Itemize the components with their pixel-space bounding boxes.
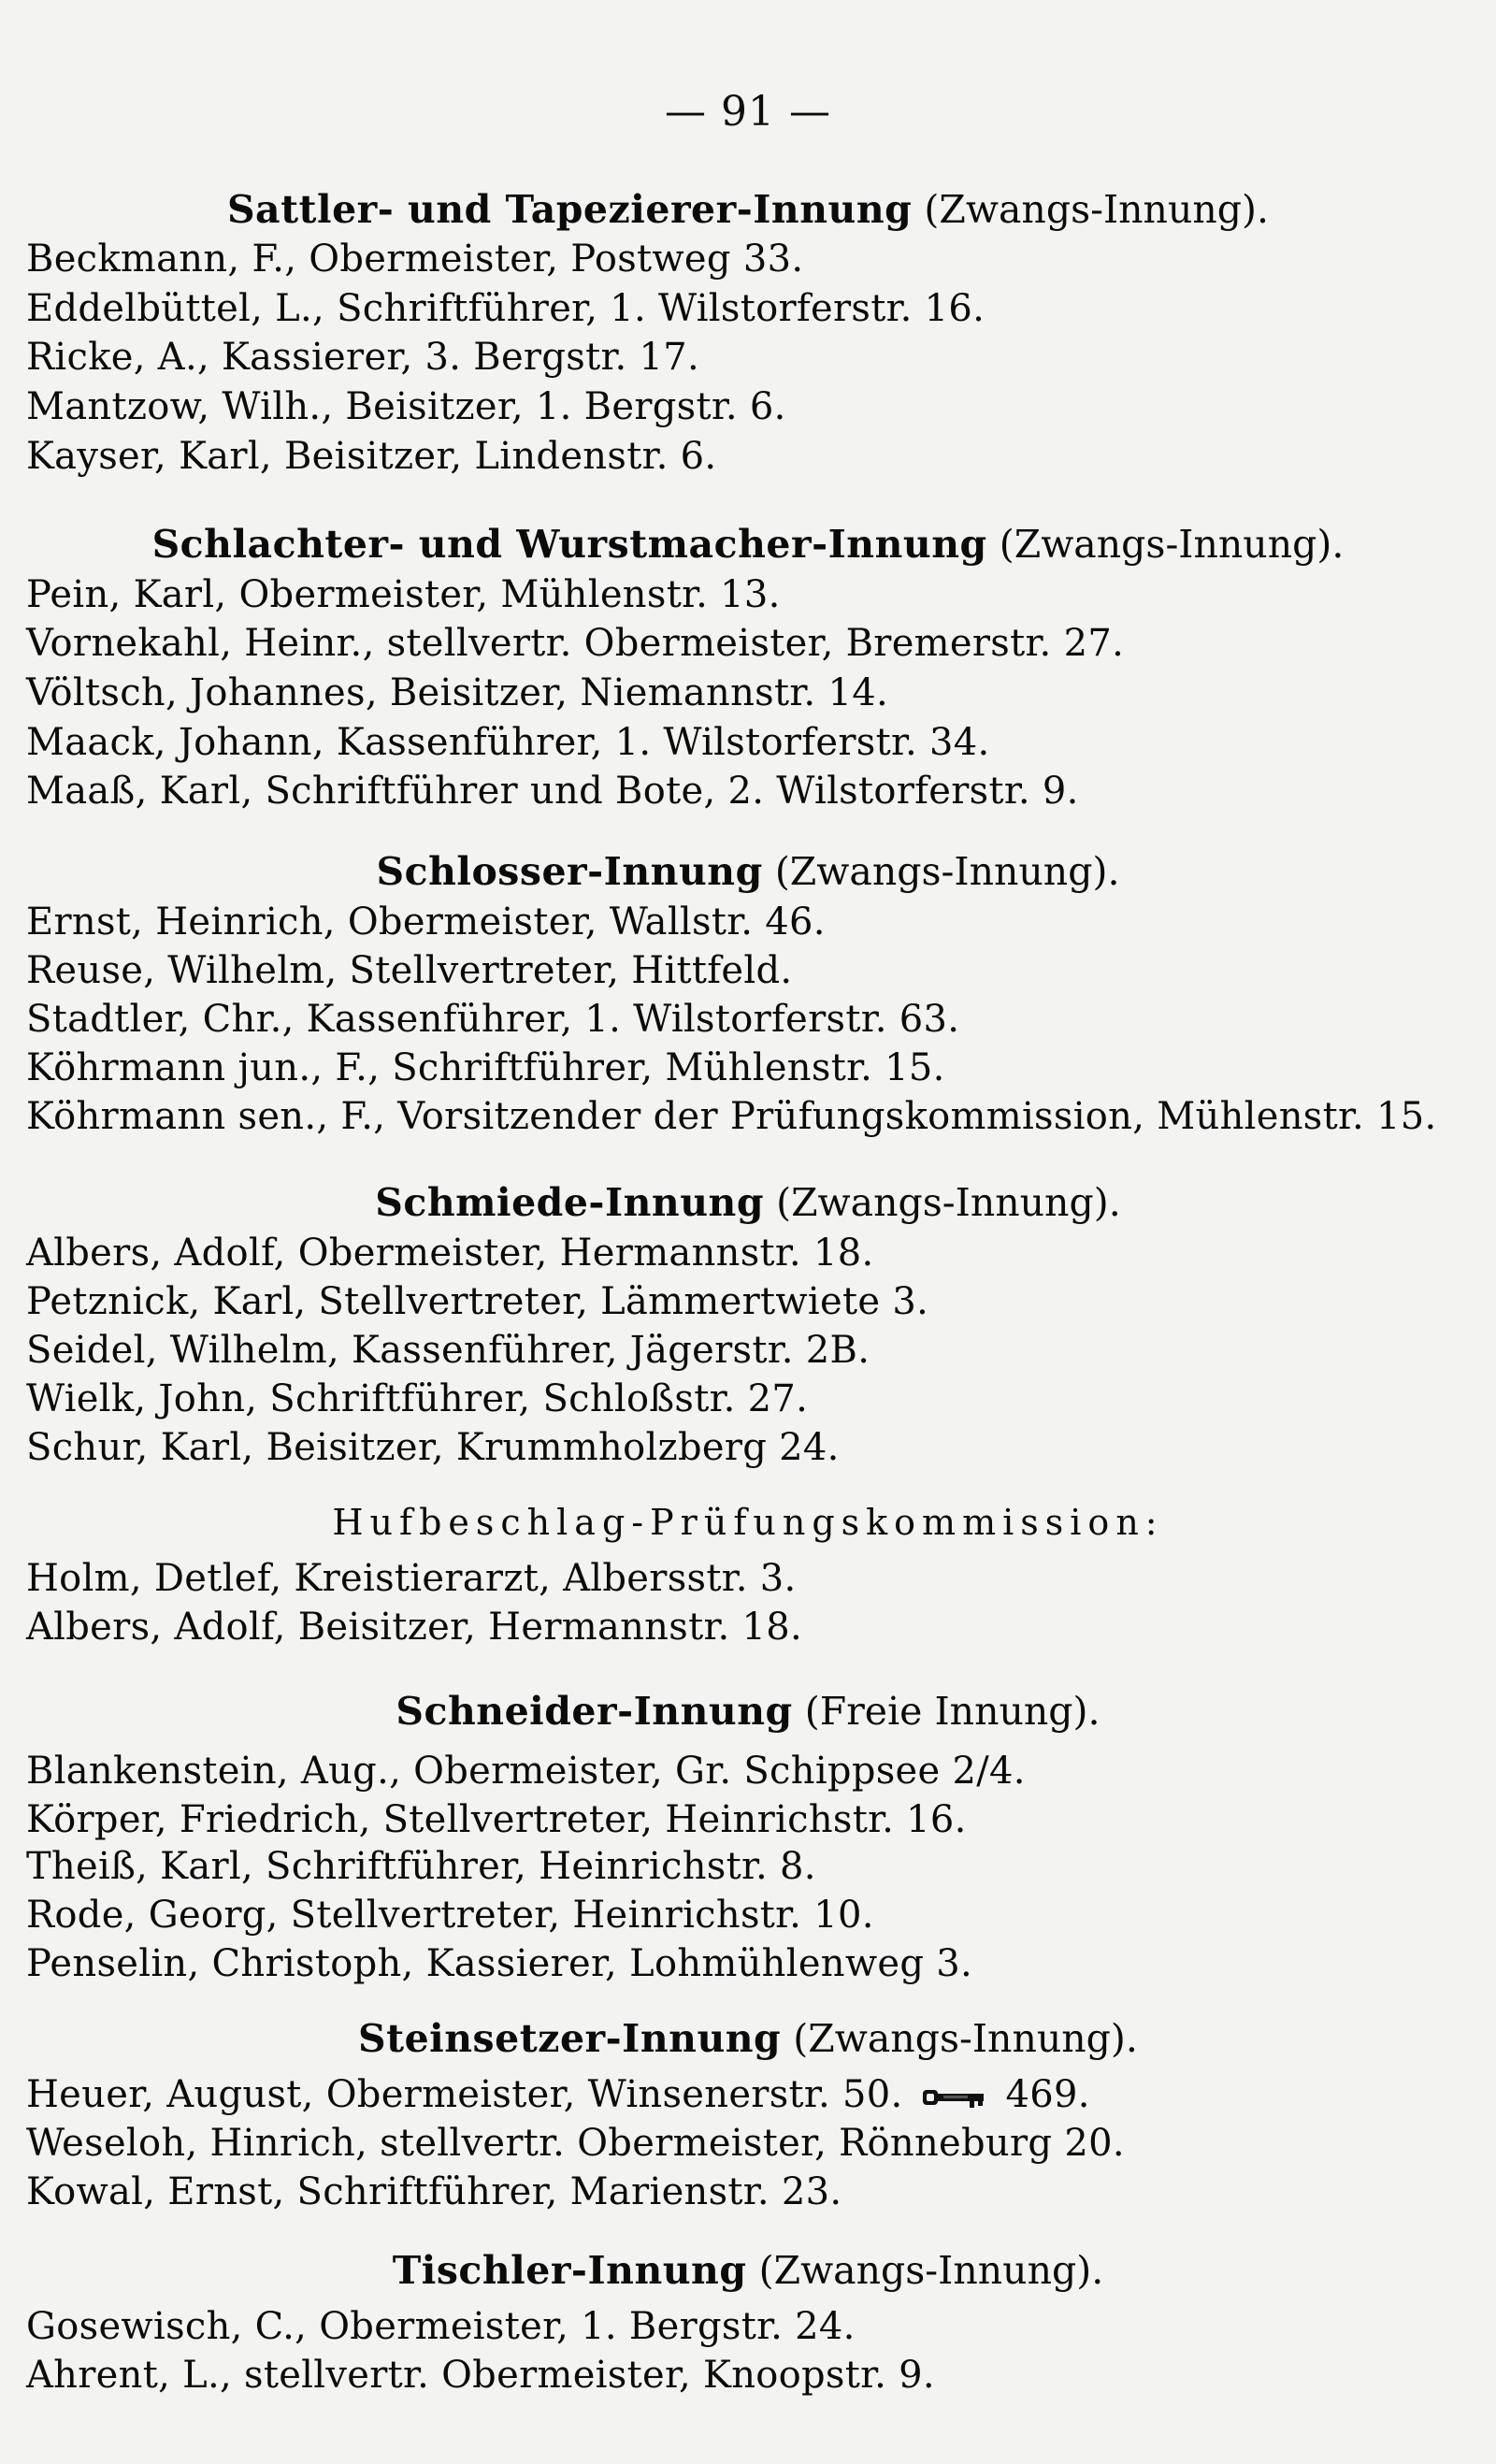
list-item: Blankenstein, Aug., Obermeister, Gr. Schippsee 2/4. bbox=[26, 1750, 1026, 1793]
section-heading-schneider bbox=[0, 1689, 1496, 1734]
list-item: Ricke, A., Kassierer, 3. Bergstr. 17. bbox=[26, 336, 700, 379]
list-item: Schur, Karl, Beisitzer, Krummholzberg 24. bbox=[26, 1426, 840, 1469]
section-type: (Zwangs-Innung). bbox=[758, 2248, 1104, 2293]
section-heading-schmiede bbox=[0, 1180, 1496, 1225]
section-heading-schlosser bbox=[0, 849, 1496, 894]
section-heading-steinsetzer bbox=[0, 2016, 1496, 2061]
list-item: Weseloh, Hinrich, stellvertr. Obermeister, Rönneburg 20. bbox=[26, 2122, 1125, 2165]
list-item bbox=[26, 2072, 1090, 2117]
list-item: Kowal, Ernst, Schriftführer, Marienstr. 23. bbox=[26, 2170, 842, 2213]
section-type: (Zwangs-Innung). bbox=[774, 849, 1120, 894]
list-item: Maack, Johann, Kassenführer, 1. Wilstorferstr. 34. bbox=[26, 721, 990, 764]
list-item: Theiß, Karl, Schriftführer, Heinrichstr. 8. bbox=[26, 1845, 816, 1888]
section-title: Schlosser-Innung bbox=[376, 849, 763, 894]
section-title: Tischler-Innung bbox=[392, 2248, 747, 2293]
list-item: Rode, Georg, Stellvertreter, Heinrichstr. 10. bbox=[26, 1894, 874, 1937]
section-type: (Zwangs-Innung). bbox=[924, 187, 1270, 232]
section-heading-schlachter bbox=[0, 522, 1496, 567]
page-number: — 91 — bbox=[665, 88, 831, 136]
list-item: Völtsch, Johannes, Beisitzer, Niemannstr. 14. bbox=[26, 671, 888, 714]
section-heading-tischler bbox=[0, 2248, 1496, 2293]
section-heading-hufbeschlag bbox=[0, 1500, 1496, 1545]
section-type: (Zwangs-Innung). bbox=[776, 1180, 1121, 1225]
list-item: Mantzow, Wilh., Beisitzer, 1. Bergstr. 6. bbox=[26, 385, 786, 428]
telephone-number: 469. bbox=[1005, 2073, 1090, 2116]
list-item: Holm, Detlef, Kreistierarzt, Albersstr. 3. bbox=[26, 1557, 797, 1600]
section-title: Schmiede-Innung bbox=[375, 1180, 765, 1225]
section-title: Schneider-Innung bbox=[396, 1689, 793, 1734]
list-item: Stadtler, Chr., Kassenführer, 1. Wilstorferstr. 63. bbox=[26, 998, 960, 1041]
list-item: Wielk, John, Schriftführer, Schloßstr. 27. bbox=[26, 1377, 809, 1420]
section-title: Sattler- und Tapezierer-Innung bbox=[226, 187, 913, 232]
telephone-icon bbox=[921, 2083, 988, 2111]
list-item: Albers, Adolf, Obermeister, Hermannstr. 18. bbox=[26, 1232, 874, 1275]
list-item: Reuse, Wilhelm, Stellvertreter, Hittfeld. bbox=[26, 949, 793, 992]
entry-text: Heuer, August, Obermeister, Winsenerstr. 50. bbox=[26, 2073, 903, 2116]
list-item: Körper, Friedrich, Stellvertreter, Heinrichstr. 16. bbox=[26, 1798, 967, 1841]
section-heading-sattler bbox=[0, 187, 1496, 232]
list-item: Vornekahl, Heinr., stellvertr. Obermeister, Bremerstr. 27. bbox=[26, 622, 1125, 665]
list-item: Penselin, Christoph, Kassierer, Lohmühlenweg 3. bbox=[26, 1942, 973, 1985]
section-title: Hufbeschlag-Prüfungskommission: bbox=[332, 1502, 1164, 1543]
list-item: Beckmann, F., Obermeister, Postweg 33. bbox=[26, 238, 804, 281]
list-item: Gosewisch, C., Obermeister, 1. Bergstr. 24. bbox=[26, 2305, 856, 2348]
list-item: Kayser, Karl, Beisitzer, Lindenstr. 6. bbox=[26, 435, 717, 478]
list-item: Ernst, Heinrich, Obermeister, Wallstr. 46. bbox=[26, 901, 826, 944]
list-item: Pein, Karl, Obermeister, Mühlenstr. 13. bbox=[26, 573, 781, 616]
list-item: Ahrent, L., stellvertr. Obermeister, Knoopstr. 9. bbox=[26, 2354, 935, 2397]
list-item: Albers, Adolf, Beisitzer, Hermannstr. 18. bbox=[26, 1606, 803, 1649]
section-title: Schlachter- und Wurstmacher-Innung bbox=[151, 522, 987, 567]
section-title: Steinsetzer-Innung bbox=[358, 2016, 782, 2061]
section-type: (Zwangs-Innung). bbox=[999, 522, 1345, 567]
list-item: Seidel, Wilhelm, Kassenführer, Jägerstr. 2B. bbox=[26, 1329, 870, 1372]
list-item: Köhrmann jun., F., Schriftführer, Mühlenstr. 15. bbox=[26, 1046, 945, 1089]
list-item: Petznick, Karl, Stellvertreter, Lämmertwiete 3. bbox=[26, 1280, 929, 1323]
list-item: Eddelbüttel, L., Schriftführer, 1. Wilstorferstr. 16. bbox=[26, 287, 985, 330]
list-item: Köhrmann sen., F., Vorsitzender der Prüfungskommission, Mühlenstr. 15. bbox=[26, 1095, 1437, 1138]
section-type: (Zwangs-Innung). bbox=[793, 2016, 1138, 2061]
list-item: Maaß, Karl, Schriftführer und Bote, 2. Wilstorferstr. 9. bbox=[26, 770, 1079, 813]
section-type: (Freie Innung). bbox=[804, 1689, 1100, 1734]
